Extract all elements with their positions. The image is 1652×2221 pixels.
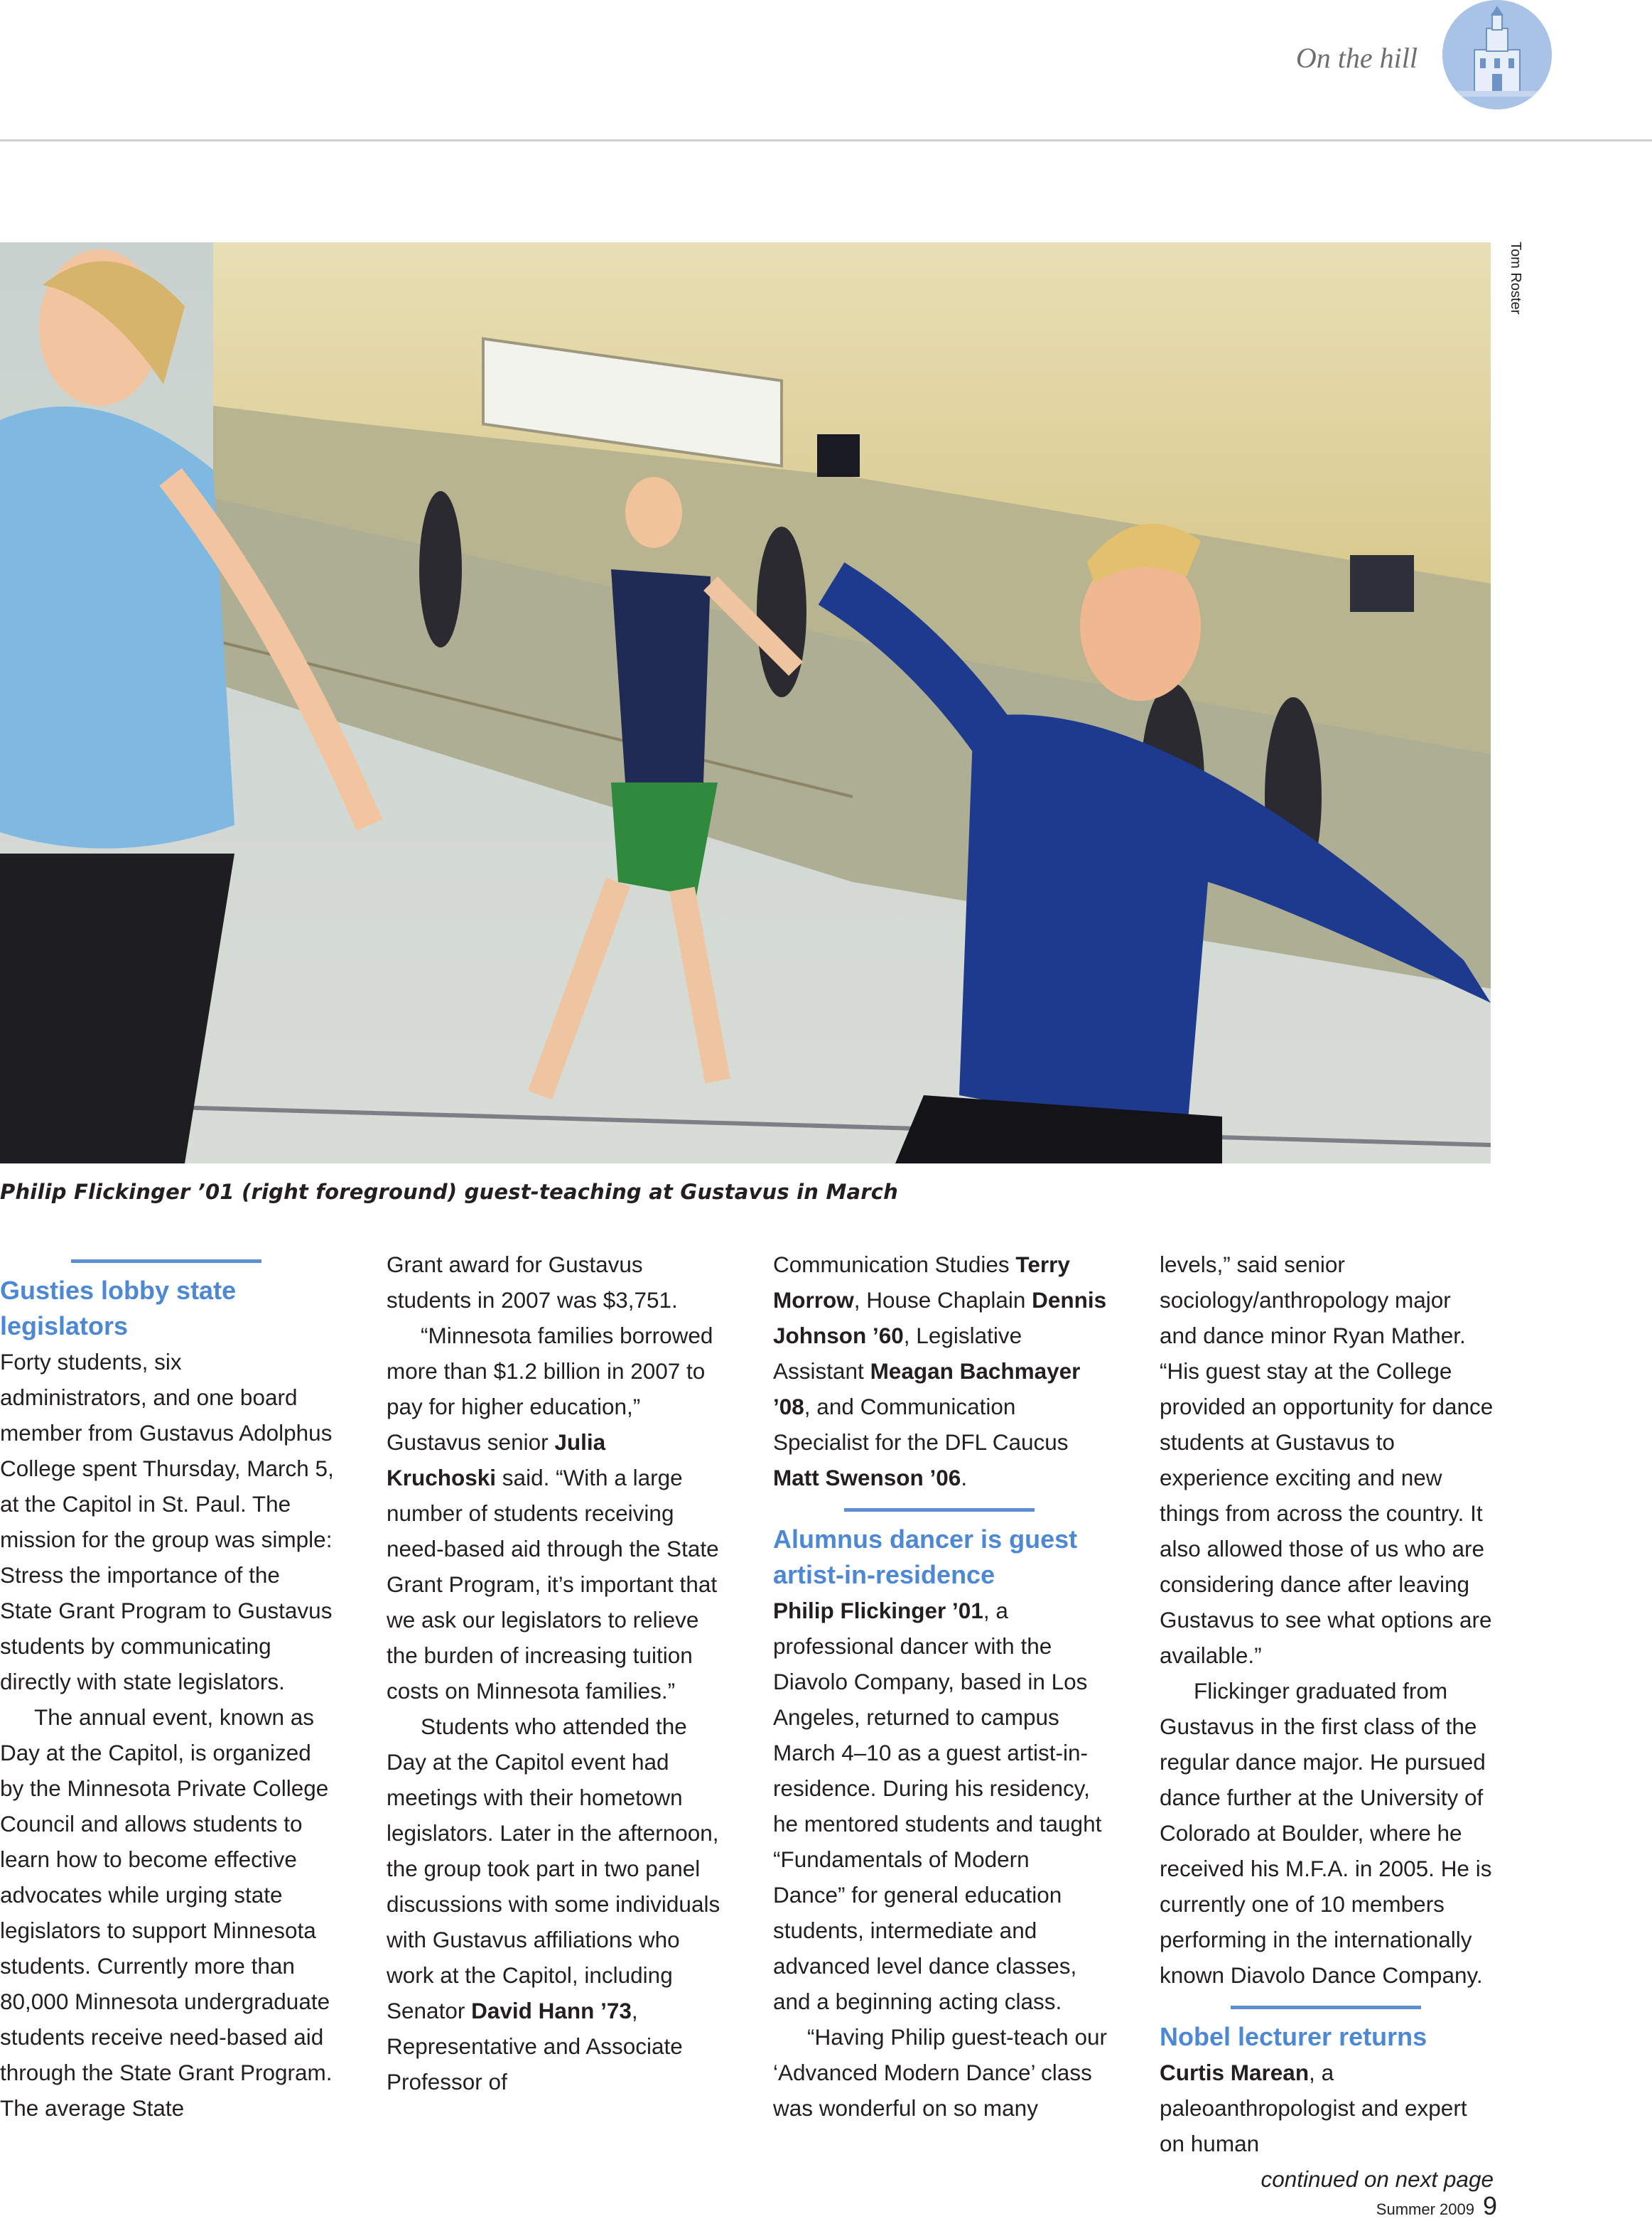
- person-name: Meagan Bachmayer ’08: [773, 1358, 1081, 1419]
- person-name: David Hann ’73: [471, 1998, 632, 2023]
- text-run: , a paleoanthropologist and expert on human: [1160, 2060, 1467, 2156]
- body-paragraph: [773, 1247, 1107, 1495]
- body-paragraph: Flickinger graduated from Gustavus in the first class of the regular dance major. He pursued dance further at the University of Colorado at Boulder, where he received his M.F.A. in 2005. He is currently one of 10 members performing in the internationally known Diavolo Dance Company.: [1160, 1678, 1492, 1988]
- text-run: Communication Studies: [773, 1252, 1016, 1277]
- text-run: said. “With a large number of students receiving need-based aid through the State Grant Program, it’s important that we ask our legislators to relieve the burden of increasing tuition costs on Minnesota families.”: [387, 1465, 719, 1704]
- college-seal-logo: [1442, 0, 1552, 109]
- section-rule: [1231, 2006, 1421, 2009]
- person-name: Dennis Johnson ’60: [773, 1287, 1107, 1348]
- text-run: , a professional dancer with the Diavolo Company, based in Los Angeles, returned to campus March 4–10 as a guest artist-in-residence. During his residency, he mentored students and taught “Fundamentals of Modern Dance” for general education students, intermediate and advanced level dance classes, and a beginning acting class.: [773, 1598, 1102, 2014]
- column-4: [1160, 1247, 1494, 2197]
- person-name: Curtis Marean: [1160, 2060, 1310, 2085]
- section-rule: [844, 1508, 1035, 1512]
- photo-caption: Philip Flickinger ’01 (right foreground) guest-teaching at Gustavus in March: [0, 1180, 899, 1204]
- column-1: [0, 1247, 334, 2126]
- person-name: Philip Flickinger ’01: [773, 1598, 983, 1623]
- dance-class-photo: [0, 242, 1491, 1163]
- header-divider: [0, 139, 1652, 141]
- text-run: , House Chaplain: [853, 1287, 1032, 1313]
- person-name: Matt Swenson ’06: [773, 1465, 961, 1490]
- person-name: Terry Morrow: [773, 1252, 1070, 1313]
- continued-note: continued on next page: [1260, 2166, 1494, 2192]
- body-paragraph: The annual event, known as Day at the Capitol, is organized by the Minnesota Private College Council and allows students to learn how to become effective advocates while urging state legislators to support Minnesota students. Currently more than 80,000 Minnesota undergraduate students receive need-based aid through the State Grant Program. The average State: [0, 1704, 333, 2121]
- text-run: Students who attended the Day at the Capitol event had meetings with their hometown legislators. Later in the afternoon, the group took part in two panel discussions with some individuals with Gustavus affiliations who work at the Capitol, including Senator: [387, 1714, 720, 2023]
- photo-credit: Tom Roster: [1508, 242, 1523, 315]
- text-run: “Minnesota families borrowed more than $1.2 billion in 2007 to pay for higher education,” Gustavus senior: [387, 1323, 713, 1455]
- section-title: On the hill: [1295, 42, 1418, 74]
- column-3: [773, 1247, 1107, 2126]
- page-footer: [1376, 2191, 1497, 2221]
- body-paragraph: levels,” said senior sociology/anthropology major and dance minor Ryan Mather. “His guest stay at the College provided an opportunity for dance students at Gustavus to experience exciting and new things from across the country. It also allowed those of us who are considering dance after leaving Gustavus to see what options are available.”: [1160, 1252, 1494, 1668]
- headline-nobel-lecturer: Nobel lecturer returns: [1160, 2022, 1427, 2051]
- body-paragraph: “Having Philip guest-teach our ‘Advanced Modern Dance’ class was wonderful on so many: [773, 2024, 1107, 2121]
- body-paragraph: Grant award for Gustavus students in 2007 was $3,751.: [387, 1252, 678, 1313]
- issue-label: Summer 2009: [1376, 2200, 1474, 2218]
- section-rule: [71, 1259, 261, 1263]
- text-run: , and Communication Specialist for the DFL Caucus: [773, 1394, 1069, 1455]
- person-name: Julia Kruchoski: [387, 1429, 606, 1490]
- page-number: 9: [1482, 2191, 1497, 2220]
- body-paragraph: [387, 1709, 720, 2099]
- column-2: [387, 1247, 720, 2099]
- text-run: , Representative and Associate Professor of: [387, 1998, 683, 2094]
- body-paragraph: [1160, 2055, 1494, 2161]
- body-paragraph: [387, 1318, 720, 1709]
- text-run: , Legislative Assistant: [773, 1323, 1022, 1384]
- headline-gusties-lobby: Gusties lobby state legislators: [0, 1276, 237, 1340]
- body-paragraph: [773, 1593, 1107, 2019]
- headline-alumnus-dancer: Alumnus dancer is guest artist-in-residence: [773, 1524, 1078, 1589]
- text-run: .: [961, 1465, 968, 1490]
- body-paragraph: Forty students, six administrators, and one board member from Gustavus Adolphus College spent Thursday, March 5, at the Capitol in St. Paul. The mission for the group was simple: Stress the importance of the State Grant Program to Gustavus students by communicating directly with state legislators.: [0, 1349, 334, 1694]
